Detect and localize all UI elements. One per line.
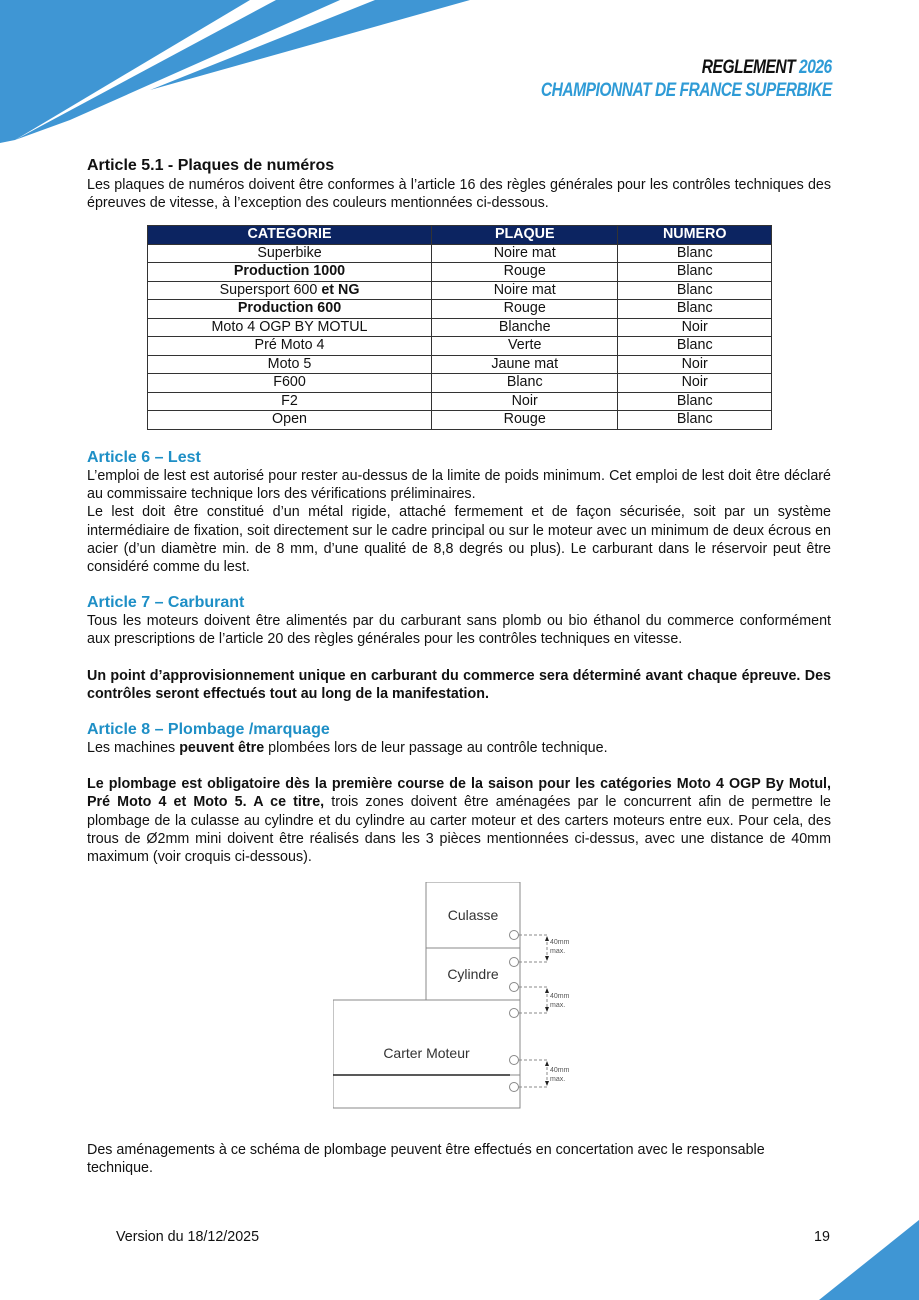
categorie-text: F600 (273, 374, 306, 391)
cell-categorie (148, 300, 432, 319)
column-header-numero: NUMERO (618, 226, 772, 245)
column-header-plaque: PLAQUE (432, 226, 618, 245)
article-6-paragraph-1: L’emploi de lest est autorisé pour rester au-dessus de la limite de poids minimum. Cet emploi de lest doit être déclaré au commissaire technique lors des vérifications préliminaires. (87, 467, 831, 503)
cell-categorie (148, 281, 432, 300)
cell-plaque: Noir (432, 392, 618, 411)
article-7-heading: Article 7 – Carburant (87, 594, 245, 612)
cell-numero: Blanc (618, 263, 772, 282)
dimension-value: 40mm (550, 939, 570, 947)
table-row (148, 281, 772, 300)
cell-numero: Blanc (618, 281, 772, 300)
number-plates-table (147, 225, 772, 430)
categorie-bold-text: Production 1000 (233, 263, 346, 280)
sealing-diagram (333, 882, 583, 1117)
dimension-value: 40mm (550, 1067, 570, 1075)
text: Les machines (87, 739, 180, 756)
article-6-heading: Article 6 – Lest (87, 448, 201, 466)
diagram-label-carter-moteur: Carter Moteur (383, 1045, 470, 1062)
article-8-heading: Article 8 – Plombage /marquage (87, 720, 330, 738)
cell-plaque: Blanche (432, 318, 618, 337)
cell-numero: Noir (618, 374, 772, 393)
cell-plaque: Rouge (432, 300, 618, 319)
document-header-title (541, 57, 832, 103)
corner-triangle-decoration (819, 1220, 919, 1300)
diagram-label-cylindre: Cylindre (447, 966, 499, 983)
text: trois zones doivent être aménagées par le concurrent afin de permettre le plombage de la culasse au cylindre et du cylindre au carter moteur et des carters moteurs entre eux. Pour cela, des trous de Ø2mm mini doivent être réalisés dans les 3 pièces mentionnées ci-dessus, avec une distance de 40mm maximum (voir croquis ci-dessous). (87, 794, 831, 865)
article-7-paragraph-1: Tous les moteurs doivent être alimentés par du carburant sans plomb ou bio éthanol du commerce conformément aux prescriptions de l’article 20 des règles générales pour les contrôles techniques en vitesse. (87, 613, 831, 648)
cell-numero: Noir (618, 318, 772, 337)
dimension-qualifier: max. (550, 1076, 566, 1084)
categorie-text: F2 (281, 392, 298, 409)
cell-numero: Blanc (618, 244, 772, 263)
cell-plaque: Jaune mat (432, 355, 618, 374)
cell-plaque: Rouge (432, 263, 618, 282)
dimension-label-3 (550, 1066, 569, 1084)
emphasis: peuvent être (179, 739, 265, 756)
cell-numero: Blanc (618, 392, 772, 411)
table-row (148, 392, 772, 411)
table-row (148, 244, 772, 263)
categorie-bold-text: Production 600 (237, 300, 342, 317)
categorie-bold-text: et NG (321, 281, 360, 298)
corner-stripes-decoration (0, 0, 480, 145)
cell-categorie (148, 244, 432, 263)
categorie-text: Supersport 600 (219, 281, 322, 298)
cell-categorie (148, 263, 432, 282)
table-header-row (148, 226, 772, 245)
header-reglement: REGLEMENT (702, 57, 796, 78)
dimension-qualifier: max. (550, 1002, 566, 1010)
cell-numero: Blanc (618, 337, 772, 356)
table-row (148, 300, 772, 319)
column-header-categorie: CATEGORIE (148, 226, 432, 245)
footer-version: Version du 18/12/2025 (116, 1229, 260, 1245)
cell-categorie (148, 355, 432, 374)
cell-categorie (148, 337, 432, 356)
cell-categorie (148, 318, 432, 337)
cell-numero: Blanc (618, 300, 772, 319)
cell-plaque: Noire mat (432, 281, 618, 300)
page-content (87, 156, 831, 1178)
text: plombées lors de leur passage au contrôle technique. (264, 739, 608, 756)
categorie-text: Open (272, 411, 307, 428)
article-5-1-heading: Article 5.1 - Plaques de numéros (87, 157, 335, 174)
cell-numero: Blanc (618, 411, 772, 430)
article-8-paragraph-2 (87, 775, 831, 866)
cell-categorie (148, 392, 432, 411)
table-row (148, 355, 772, 374)
cell-plaque: Rouge (432, 411, 618, 430)
article-5-1-intro: Les plaques de numéros doivent être conformes à l’article 16 des règles générales pour les contrôles techniques des épreuves de vitesse, à l’exception des couleurs mentionnées ci-dessous. (87, 177, 831, 212)
dimension-label-2 (550, 992, 569, 1010)
cell-plaque: Blanc (432, 374, 618, 393)
cell-plaque: Noire mat (432, 244, 618, 263)
cell-categorie (148, 374, 432, 393)
article-7-paragraph-2: Un point d’approvisionnement unique en carburant du commerce sera déterminé avant chaque épreuve. Des contrôles seront effectués tout au long de la manifestation. (87, 667, 831, 702)
categorie-text: Moto 4 OGP BY MOTUL (211, 318, 368, 335)
header-subtitle: CHAMPIONNAT DE FRANCE SUPERBIKE (541, 80, 832, 101)
cell-numero: Noir (618, 355, 772, 374)
dimension-value: 40mm (550, 993, 570, 1001)
table-row (148, 411, 772, 430)
article-8-paragraph-3: Des aménagements à ce schéma de plombage peuvent être effectués en concertation avec le responsable technique. (87, 1142, 765, 1177)
cell-plaque: Verte (432, 337, 618, 356)
categorie-text: Moto 5 (267, 355, 312, 372)
dimension-qualifier: max. (550, 948, 566, 956)
table-row (148, 337, 772, 356)
table-row (148, 374, 772, 393)
categorie-text: Superbike (257, 244, 322, 261)
table-row (148, 318, 772, 337)
page-number: 19 (814, 1229, 830, 1245)
table-row (148, 263, 772, 282)
article-6-paragraph-2: Le lest doit être constitué d’un métal rigide, attaché fermement et de façon sécurisée, soit par un système intermédiaire de fixation, soit directement sur le cadre principal ou sur le moteur avec un minimum de deux écrous en acier (d’un diamètre min. de 8 mm, d’une qualité de 8,8 degrés ou plus). Le carburant dans le réservoir peut être considéré comme du lest. (87, 504, 831, 575)
header-year: 2026 (799, 57, 832, 78)
emphasis: Le plombage est obligatoire dès la première course de la saison pour les catégories Moto 4 OGP By Motul, Pré Moto 4 et Moto 5. A ce titre, (87, 776, 831, 811)
cell-categorie (148, 411, 432, 430)
dimension-label-1 (550, 938, 569, 956)
diagram-label-culasse: Culasse (447, 907, 499, 924)
categorie-text: Pré Moto 4 (254, 337, 325, 354)
article-8-paragraph-1 (87, 739, 831, 757)
